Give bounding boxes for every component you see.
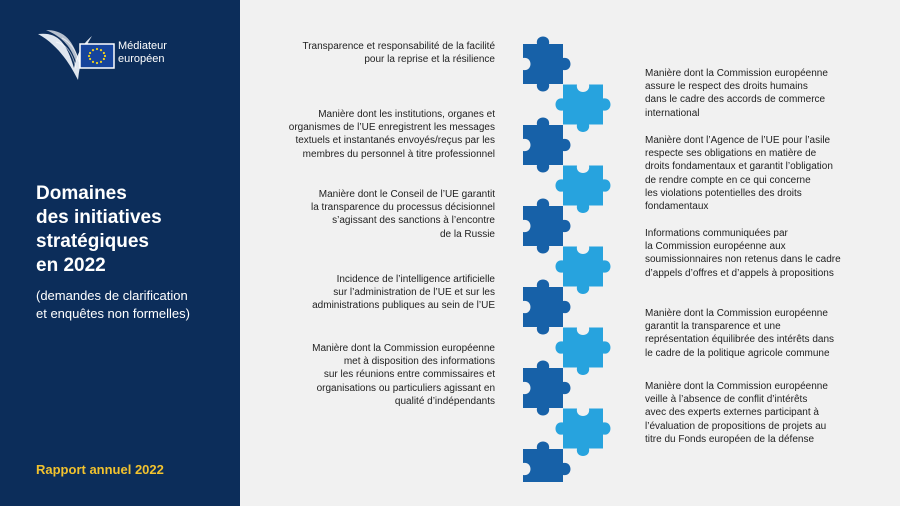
initiative-text-line: administrations publiques au sein de l’UE [312,300,495,312]
initiative-text-line: Informations communiquées par [645,228,788,239]
initiative-text-line: droits fondamentaux et garantit l’obligation [645,161,833,173]
left-initiative-4 [312,273,495,313]
puzzle-piece [556,85,611,133]
initiative-text-line: garantit la transparence et une [645,321,781,333]
logo-line-2: européen [118,53,165,65]
page-title [36,182,231,278]
puzzle-piece [556,409,611,457]
initiative-text-line: Transparence et responsabilité de la facilité [302,41,495,52]
annual-report-label: Rapport annuel 2022 [36,462,164,477]
subtitle-line: (demandes de clarification [36,288,188,303]
initiative-text-line: pour la reprise et la résilience [364,54,495,66]
initiative-text-line: dans le cadre des accords de commerce [645,94,826,106]
right-initiative-3 [645,227,841,280]
initiative-text-line: de la Russie [439,228,495,240]
initiative-text-line: la Commission européenne aux [645,241,786,253]
initiative-text-line: la transparence du processus décisionnel [311,202,495,214]
right-initiative-4 [645,307,834,360]
initiative-text-line: Manière dont le Conseil de l’UE garantit [318,189,495,200]
initiative-text-line: Manière dont la Commission européenne [645,68,828,79]
initiatives-area [240,0,900,506]
initiative-text-line: s’agissant des sanctions à l’encontre [332,215,495,227]
puzzle-piece [523,280,571,335]
left-initiative-2 [289,108,495,161]
initiative-text-line: d’appels d’offres et d’appels à propositions [645,267,834,279]
puzzle-piece [556,247,611,295]
initiative-text-line: international [645,107,700,119]
sidebar-panel [0,0,240,506]
title-line: en 2022 [36,255,106,276]
initiative-text-line: l’évaluation de propositions de projets au [645,420,827,432]
initiative-text-line: fondamentaux [645,201,709,213]
puzzle-piece [523,361,571,416]
initiative-text-line: Manière dont la Commission européenne [312,343,495,354]
logo-wordmark [118,40,167,66]
initiative-text-line: organismes de l’UE enregistrent les messages [288,122,495,134]
puzzle-pieces-graphic [505,36,625,482]
left-initiative-1 [302,40,495,66]
initiative-text-line: Manière dont la Commission européenne [645,381,828,392]
initiative-text-line: veille à l’absence de conflit d’intérêts [645,394,808,406]
initiative-text-line: les violations potentielles des droits [645,187,802,199]
initiative-text-line: représentation équilibrée des intérêts dans [645,334,835,346]
right-initiative-2 [645,134,833,213]
initiative-text-line: textuels et instantanés envoyés/reçus par les [295,135,495,147]
title-line: stratégiques [36,231,149,252]
initiative-text-line: Incidence de l’intelligence artificielle [336,274,495,285]
initiative-text-line: Manière dont les institutions, organes et [318,109,495,120]
puzzle-piece [556,328,611,376]
initiative-text-line: sur les réunions entre commissaires et [323,369,495,381]
subtitle-line: et enquêtes non formelles) [36,306,190,321]
left-initiative-5 [312,342,495,408]
right-initiative-1 [645,67,828,120]
initiative-text-line: le cadre de la politique agricole commune [645,347,830,359]
initiative-text-line: assure le respect des droits humains [645,81,808,93]
initiative-text-line: Manière dont la Commission européenne [645,308,828,319]
initiative-text-line: membres du personnel à titre professionnel [302,148,495,160]
initiative-text-line: de rendre compte en ce qui concerne [645,174,811,186]
puzzle-piece [523,118,571,173]
initiative-text-line: met à disposition des informations [343,356,495,368]
title-line: des initiatives [36,207,162,228]
logo-line-1: Médiateur [118,40,167,52]
initiative-text-line: soumissionnaires non retenus dans le cadre [645,254,841,266]
puzzle-piece [523,37,571,92]
right-initiative-5 [645,380,828,446]
initiative-text-line: Manière dont l’Agence de l’UE pour l’asile [645,135,831,146]
initiative-text-line: qualité d’indépendants [394,395,495,407]
puzzle-piece [556,166,611,214]
title-line: Domaines [36,183,127,204]
initiative-text-line: avec des experts externes participant à [645,407,819,419]
puzzle-piece [523,199,571,254]
initiative-text-line: respecte ses obligations en matière de [645,148,817,160]
page-subtitle [36,287,236,323]
initiative-text-line: titre du Fonds européen de la défense [645,433,815,445]
initiative-text-line: sur l’administration de l’UE et sur les [333,287,495,299]
initiative-text-line: organisations ou particuliers agissant en [316,382,495,394]
left-initiative-3 [311,188,495,241]
